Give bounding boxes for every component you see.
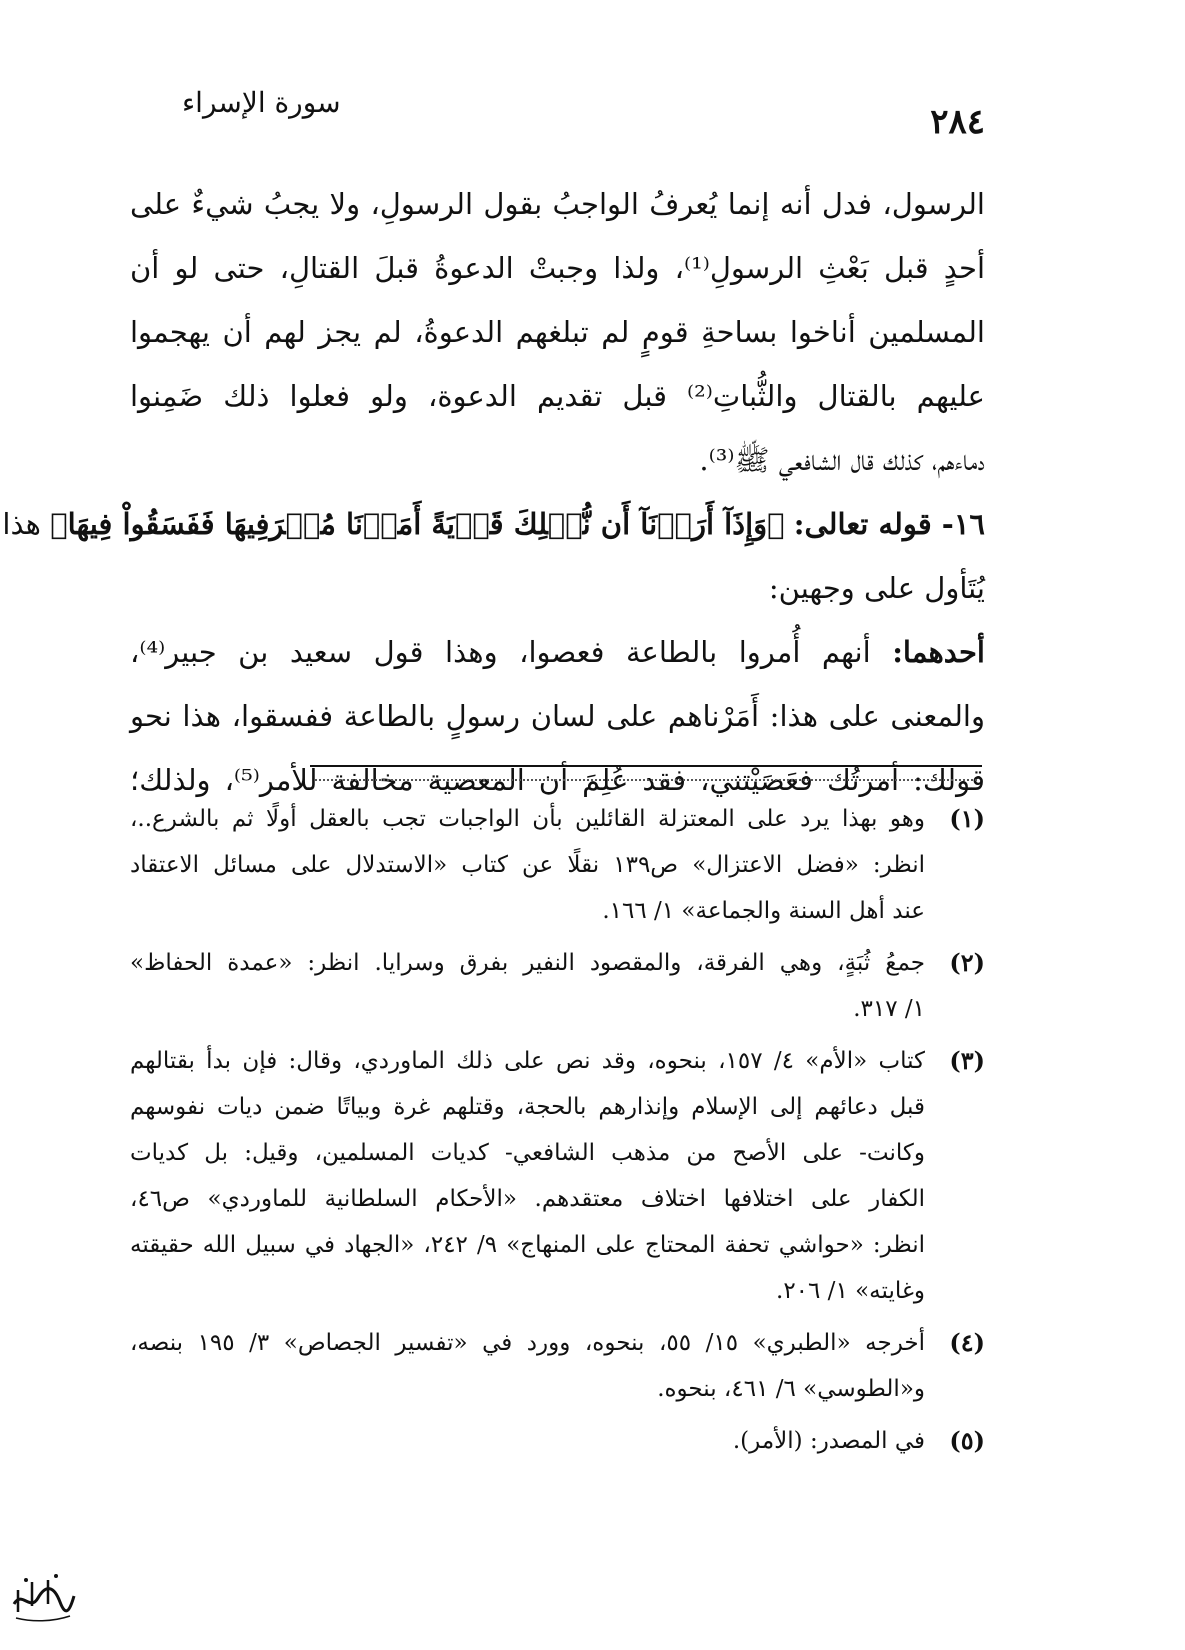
footnote-line: أخرجه «الطبري» ١٥/ ٥٥، بنحوه، وورد في «تفسير الجصاص» ٣/ ١٩٥ بنصه، — [130, 1330, 925, 1356]
first-rest: أنهم أُمروا بالطاعة فعصوا، وهذا قول سعيد بن جبير⁽⁴⁾، — [130, 635, 871, 669]
first-interpretation-line — [130, 620, 985, 684]
footnote-line: جمعُ ثُبَةٍ، وهي الفرقة، والمقصود النفير بفرق وسرايا. انظر: «عمدة الحفاظ» — [130, 950, 925, 976]
footnote-line: وهو بهذا يرد على المعتزلة القائلين بأن الواجبات تجب بالعقل أولًا ثم بالشرع..، — [130, 806, 925, 832]
footnote-number: (٤) — [949, 1328, 985, 1357]
page-header — [130, 78, 985, 142]
footnote-line: الكفار على اختلافها اختلاف معتقدهم. «الأحكام السلطانية للماوردي» ص٤٦، — [130, 1186, 925, 1212]
footnote-separator-dotted — [315, 779, 977, 781]
footnote-line: عند أهل السنة والجماعة» ١/ ١٦٦. — [602, 898, 925, 924]
text-line: أحدٍ قبل بَعْثِ الرسولِ⁽¹⁾، ولذا وجبتْ الدعوةُ قبلَ القتالِ، حتى لو أن — [130, 251, 986, 285]
footnote-number: (٣) — [949, 1046, 985, 1075]
footnote-number: (٢) — [949, 948, 985, 977]
text-line: قولك: أمرتُك فعَصَيْتني، فقد عُلِمَ أن المعصية مخالفة للأمر⁽⁵⁾، ولذلك؛ — [130, 763, 985, 797]
running-title: سورة الإسراء — [182, 86, 341, 119]
text-line: الرسول، فدل أنه إنما يُعرفُ الواجبُ بقول الرسولِ، ولا يجبُ شيءٌ على — [130, 187, 985, 221]
footnote-number: (١) — [949, 804, 985, 833]
text-line: والمعنى على هذا: أَمَرْناهم على لسان رسولٍ بالطاعة ففسقوا، هذا نحو — [130, 699, 985, 733]
text-line: دماءهم، كذلك قال الشافعي ﷺ⁽³⁾. — [699, 443, 985, 477]
verse-tail: هذا — [2, 507, 41, 541]
verse-line — [2, 492, 985, 556]
text-line: عليهم بالقتال والثُّباتِ⁽²⁾ قبل تقديم الدعوة، ولو فعلوا ذلك ضَمِنوا — [130, 379, 985, 413]
footnote-line: انظر: «حواشي تحفة المحتاج على المنهاج» ٩/ ٢٤٢، «الجهاد في سبيل الله حقيقته — [130, 1232, 925, 1258]
main-text — [2, 172, 986, 812]
footnote-5 — [130, 1418, 985, 1464]
footnote-line: و«الطوسي» ٦/ ٤٦١، بنحوه. — [657, 1376, 925, 1402]
first-label: أحدهما: — [892, 635, 985, 669]
footnotes — [130, 796, 985, 1470]
page-number: ٢٨٤ — [930, 102, 985, 142]
footnote-separator — [310, 765, 982, 767]
footnote-number: (٥) — [949, 1426, 985, 1455]
text-line: المسلمين أناخوا بساحةِ قومٍ لم تبلغهم الدعوةُ، لم يجز لهم أن يهجموا — [130, 315, 985, 349]
footnote-line: انظر: «فضل الاعتزال» ص١٣٩ نقلًا عن كتاب «الاستدلال على مسائل الاعتقاد — [130, 852, 925, 878]
footnote-line: في المصدر: (الأمر). — [732, 1428, 925, 1454]
footnote-line: قبل دعائهم إلى الإسلام وإنذارهم بالحجة، وقتلهم غرة وبياتًا ضمن ديات نفوسهم — [130, 1094, 925, 1120]
quran-verse: ﴿وَإِذَآ أَرَدۡنَآ أَن نُّهۡلِكَ قَرۡيَةً أَمَرۡنَا مُتۡرَفِيهَا فَفَسَقُواْ فِيهَا﴾ — [50, 507, 785, 541]
footnote-line: كتاب «الأم» ٤/ ١٥٧، بنحوه، وقد نص على ذلك الماوردي، وقال: فإن بدأ بقتالهم — [130, 1048, 925, 1074]
text-line: يُتَأول على وجهين: — [768, 571, 985, 605]
footnote-line: ١/ ٣١٧. — [853, 996, 925, 1022]
footnote-2 — [130, 940, 985, 1032]
verse-lead: ١٦- قوله تعالى: — [793, 507, 985, 541]
footnote-4 — [130, 1320, 985, 1412]
footnote-line: وغايته» ١/ ٢٠٦. — [776, 1278, 925, 1304]
footnote-line: وكانت- على الأصح من مذهب الشافعي- كديات المسلمين، وقيل: بل كديات — [130, 1140, 925, 1166]
publisher-logo-icon — [8, 1560, 78, 1630]
footnote-1 — [130, 796, 985, 934]
footnote-3 — [130, 1038, 985, 1314]
